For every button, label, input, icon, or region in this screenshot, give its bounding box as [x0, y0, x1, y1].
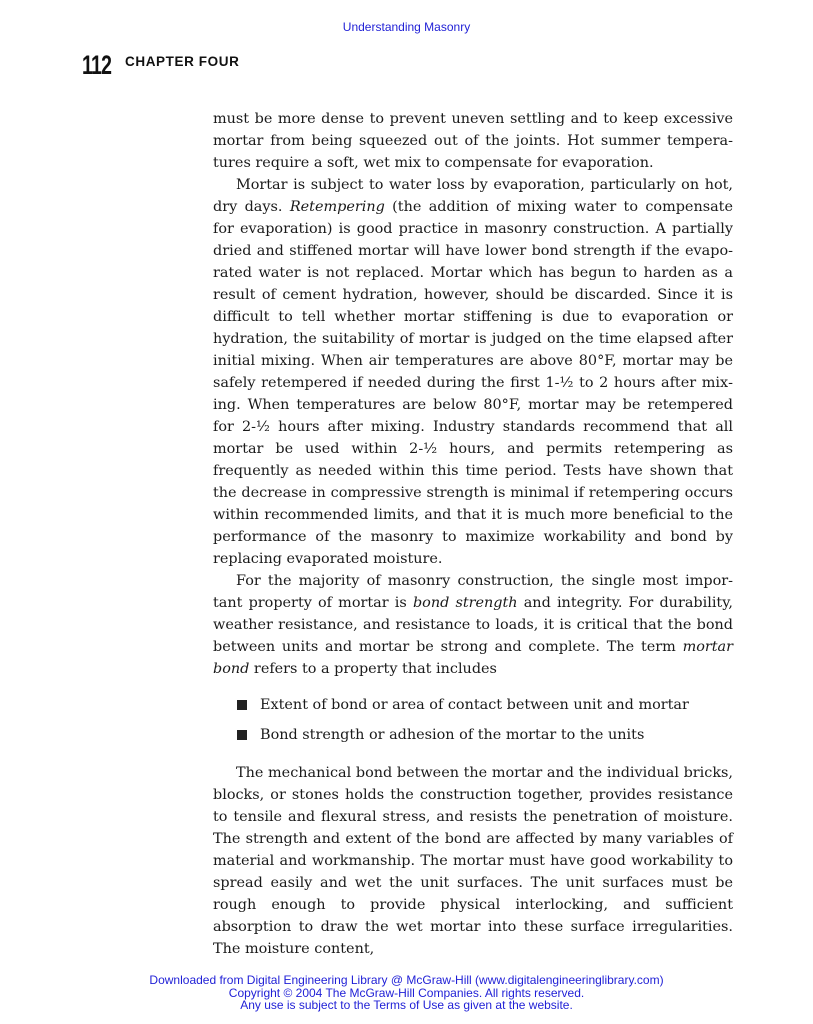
footer [0, 974, 813, 1012]
paragraph-4: The mechanical bond between the mortar and the individual bricks, blocks, or stones holds the construction together, provides resistance to tensile and flexural stress, and resists the penetration of moisture. The strength and extent of the bond are affected by many variables of material and workmanship. The mortar must have good workability to spread easily and wet the unit surfaces. The unit surfaces must be rough enough to provide physical interlocking, and sufficient absorption to draw the wet mortar into these surface irregularities. The moisture content, [213, 765, 733, 957]
bullet-list [213, 694, 733, 746]
paragraph-2-text-a: Mortar is subject to water loss by evaporation, particularly on hot, dry days. [213, 177, 733, 215]
square-bullet-icon [237, 700, 247, 710]
paragraph-3 [213, 570, 733, 680]
paragraph-3-text-b: and integrity. For durability, weather resistance, and resistance to loads, it is critical that the bond between units and mortar be strong and complete. The term [213, 595, 733, 655]
square-bullet-icon [237, 730, 247, 740]
body-text [213, 108, 733, 960]
list-item [213, 694, 733, 716]
footer-terms-link[interactable]: Any use is subject to the Terms of Use as given at the website. [240, 998, 573, 1012]
list-item-text: Extent of bond or area of contact between unit and mortar [260, 697, 689, 713]
page-number: 112 [82, 50, 112, 80]
list-item [213, 724, 733, 746]
paragraph-3-text-c: refers to a property that includes [249, 661, 497, 677]
paragraph-2-text-b: (the addition of mixing water to compensate for evaporation) is good practice in masonry construction. A partially dried and stiffened mortar will have lower bond strength if the evaporated water is not replaced. Mortar which has begun to harden as a result of cement hydration, however, should be discarded. Since it is difficult to tell whether mortar stiffening is due to evaporation or hydration, the suitability of mortar is judged on the time elapsed after initial mixing. When air temperatures are above 80°F, mortar may be safely retempered if needed during the first 1-¹⁄₂ to 2 hours after mixing. When temperatures are below 80°F, mortar may be retempered for 2-¹⁄₂ hours after mixing. Industry standards recommend that all mortar be used within 2-¹⁄₂ hours, and permits retempering as frequently as needed within this time period. Tests have shown that the decrease in compressive strength is minimal if retempering occurs within recommended limits, and that it is much more beneficial to the performance of the masonry to maximize workability and bond by replacing evaporated moisture. [213, 199, 733, 567]
term-retempering: Retempering [289, 199, 385, 215]
top-title-link[interactable]: Understanding Masonry [342, 20, 471, 34]
paragraph-2 [213, 174, 733, 570]
footer-copyright: Copyright © 2004 The McGraw-Hill Companies. All rights reserved. [228, 985, 585, 1000]
term-bond-strength: bond strength [412, 595, 518, 611]
term-mortar-bond: mortar bond [213, 639, 733, 677]
chapter-heading: CHAPTER FOUR [125, 54, 240, 69]
paragraph-1: must be more dense to prevent uneven settling and to keep excessive mortar from being squeezed out of the joints. Hot summer temperatures require a soft, wet mix to compensate for evaporation. [213, 111, 733, 171]
paragraph-3-text-a: For the majority of masonry construction, the single most important property of mortar is [213, 573, 733, 611]
footer-download-link[interactable]: Downloaded from Digital Engineering Library @ McGraw-Hill (www.digitalengineeringlibrary.com) [149, 973, 664, 987]
list-item-text: Bond strength or adhesion of the mortar to the units [260, 727, 645, 743]
